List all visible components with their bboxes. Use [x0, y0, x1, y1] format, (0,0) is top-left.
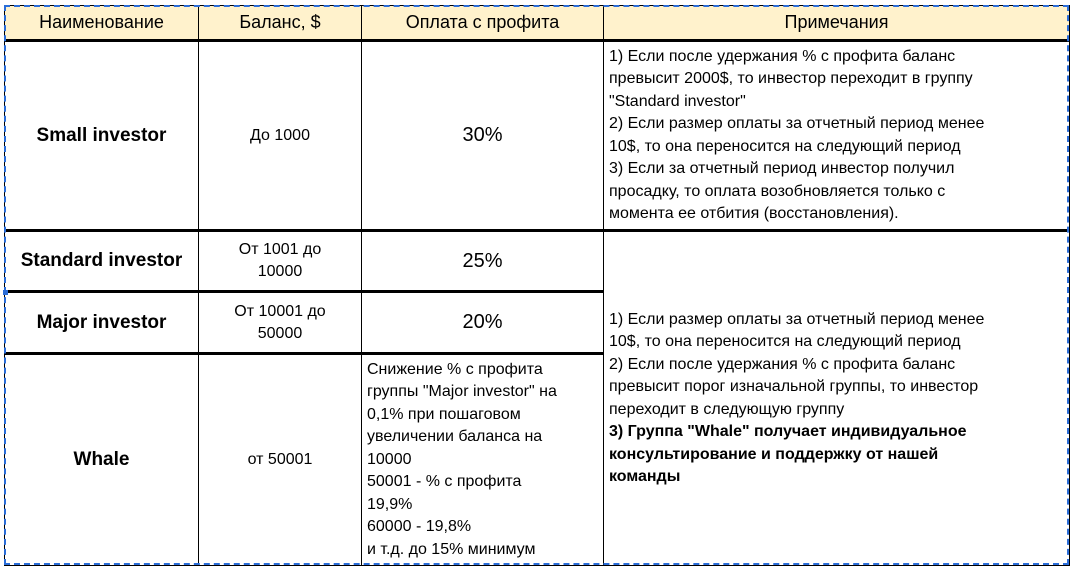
fee-line: увеличении баланса на: [367, 428, 543, 446]
header-fee-cell[interactable]: Оплата с профита: [362, 6, 604, 41]
note-line-bold: 3) Группа "Whale" получает индивидуальное: [609, 423, 967, 440]
major-investor-name-cell[interactable]: Major investor: [5, 292, 199, 354]
small-investor-name-cell[interactable]: Small investor: [5, 41, 199, 231]
note-line: просадку, то оплата возобновляется только с: [609, 182, 946, 200]
fee-line: 50001 - % с профита: [367, 473, 522, 491]
note-line: "Standard investor": [609, 92, 746, 110]
balance-line: От 1001 до: [238, 241, 322, 258]
major-investor-fee-cell[interactable]: 20%: [362, 292, 604, 354]
balance-line: 10000: [257, 263, 303, 280]
fee-line: 10000: [367, 450, 412, 468]
selection-handle[interactable]: [3, 290, 8, 295]
fee-line: Снижение % с профита: [367, 360, 543, 378]
note-line-bold: консультирование и поддержку от нашей: [609, 445, 939, 463]
note-line: 3) Если за отчетный период инвестор получил: [609, 160, 955, 177]
fee-line: 60000 - 19,8%: [367, 518, 472, 536]
note-line: 1) Если после удержания % с профита баланс: [609, 47, 956, 65]
note-line: момента ее отбития (восстановления).: [609, 205, 899, 222]
note-line: 2) Если размер оплаты за отчетный период менее: [609, 115, 985, 132]
note-line-bold: команды: [609, 468, 681, 485]
note-line: 10$, то она переносится на следующий период: [609, 333, 961, 350]
note-line: 1) Если размер оплаты за отчетный период менее: [609, 310, 985, 328]
header-name-cell[interactable]: Наименование: [5, 6, 199, 41]
whale-balance-cell[interactable]: от 50001: [199, 354, 362, 566]
standard-investor-name-cell[interactable]: Standard investor: [5, 231, 199, 292]
whale-name-cell[interactable]: Whale: [5, 354, 199, 566]
balance-line: 50000: [257, 324, 303, 342]
fee-line: 0,1% при пошаговом: [367, 405, 521, 423]
balance-line: От 10001 до: [234, 302, 326, 320]
header-notes-cell[interactable]: Примечания: [604, 6, 1070, 41]
fee-line: 19,9%: [367, 495, 413, 513]
note-line: 10$, то она переносится на следующий период: [609, 137, 961, 155]
fee-line: группы "Major investor" на: [367, 383, 557, 401]
note-line: переходит в следующую группу: [609, 400, 845, 418]
header-balance-cell[interactable]: Баланс, $: [199, 6, 362, 41]
selection-border: [4, 5, 1069, 565]
fee-line: и т.д. до 15% минимум: [367, 540, 536, 558]
note-line: превысит порог изначальной группы, то инвестор: [609, 378, 979, 395]
note-line: превысит 2000$, то инвестор переходит в группу: [609, 70, 973, 87]
small-investor-fee-cell[interactable]: 30%: [362, 41, 604, 231]
standard-investor-fee-cell[interactable]: 25%: [362, 231, 604, 292]
note-line: 2) Если после удержания % с профита баланс: [609, 355, 956, 373]
small-investor-balance-cell[interactable]: До 1000: [199, 41, 362, 231]
